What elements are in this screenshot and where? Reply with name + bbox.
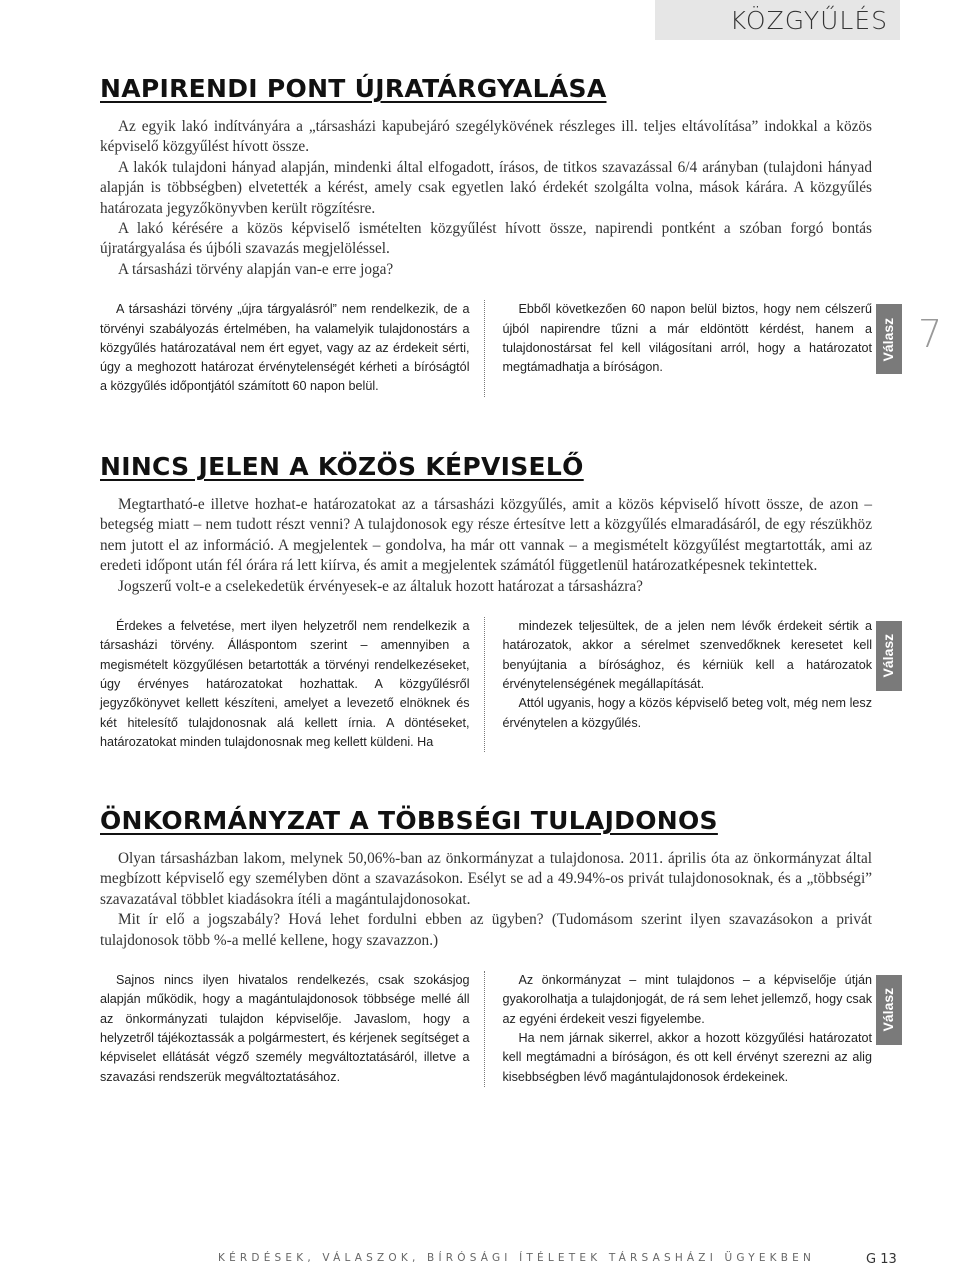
question-text <box>100 849 872 951</box>
answer-column-right <box>503 300 873 396</box>
answer-column-right <box>503 971 873 1087</box>
answer-column-left <box>100 617 480 752</box>
article-title: ÖNKORMÁNYZAT A TÖBBSÉGI TULAJDONOS <box>100 806 718 835</box>
valasz-tab <box>876 621 902 691</box>
answer-paragraph: A társasházi törvény „újra tárgyalásról” nem rendelkezik, de a törvényi szabályozás értelmében, ha valamelyik tulajdonostárs a közgyűlés határozatával nem ért egyet, vagy az az érdekeit sérti, úgy a meghozott határozat érvénytelenségét kérheti a bíróságtól a közgyűlés időpontjától számított 60 napon belül. <box>100 302 470 394</box>
column-divider <box>484 971 485 1087</box>
question-paragraph: A társasházi törvény alapján van-e erre joga? <box>118 260 394 278</box>
answer-column-left <box>100 300 480 396</box>
answer-paragraph: mindezek teljesültek, de a jelen nem lévők érdekeit sértik a határozatok, akkor a sérelmet szenvedőknek keresetet kell benyújtania a bírósághoz, és kérniük kell a határozatok érvénytelenségének megállapítását. <box>502 619 872 691</box>
article-3 <box>100 806 897 1087</box>
chapter-number: 7 <box>918 312 943 356</box>
answer-paragraph: Ha nem járnak sikerrel, akkor a hozott közgyűlési határozatot kell megtámadni a bíróságon, és ott kell érvényt szerezni az alig kisebbségben lévő magántulajdonosok érdekeinek. <box>502 1030 872 1084</box>
question-paragraph: Megtartható-e illetve hozhat-e határozatokat az a társasházi közgyűlés, amit a közös képviselő hívott össze, de azon – betegség miatt – nem tudott részt venni? A tulajdonosok egy része értesítve lett a közgyűlés elmaradásáról, de egy részükhöz nem jutott el az információ. A megjelentek – gondolva, ha már ott vannak – a megismételt közgyűlést megtartották, ami az eredeti időpont után fél órára rá lett kiírva, és amit a megjelentek számától függetlenül határozatképesnek tekintettek. <box>100 496 872 575</box>
article-2 <box>100 452 897 752</box>
column-divider <box>484 300 485 396</box>
question-paragraph: Mit ír elő a jogszabály? Hová lehet fordulni ebben az ügyben? (Tudomásom szerint ilyen szavazásokon a privát tulajdonosok több %-a mellé kellene, hogy szavazzon.) <box>100 911 872 949</box>
valasz-label: Válasz <box>880 317 897 362</box>
valasz-label: Válasz <box>880 634 897 678</box>
answer-column-right <box>503 617 873 752</box>
footer-text: KÉRDÉSEK, VÁLASZOK, BÍRÓSÁGI ÍTÉLETEK TÁRSASHÁZI ÜGYEKBEN <box>218 1252 816 1264</box>
answer-block <box>100 971 897 1087</box>
question-paragraph: A lakó kérésére a közös képviselő ismételten közgyűlést hívott össze, napirendi pontként a szóban forgó bontás újratárgyalása és újbóli szavazás megjelöléssel. <box>100 220 872 258</box>
valasz-label: Válasz <box>880 988 897 1032</box>
answer-paragraph: Az önkormányzat – mint tulajdonos – a képviselője útján gyakorolhatja a tulajdonjogát, de rá sem lehet jellemző, hogy csak az egyéni érdekeit veszi figyelembe. <box>502 973 872 1026</box>
question-text <box>100 495 872 597</box>
answer-paragraph: Ebből következően 60 napon belül biztos, hogy nem célszerű újból napirendre tűzni a már eldöntött kérdést, hanem a tulajdonostársat fel kell világosítani arról, hogy a határozatot megtámadhatja a bíróságon. <box>502 302 872 375</box>
valasz-tab <box>876 304 902 374</box>
answer-block <box>100 617 897 752</box>
answer-block <box>100 300 897 396</box>
section-header-title: KÖZGYŰLÉS <box>729 6 888 35</box>
question-paragraph: A lakók tulajdoni hányad alapján, mindenki által elfogadott, írásos, de titkos szavazással 6/4 arányban (tulajdoni hányad alapján is többségben) elvetették a kérést, amely csak egyetlen lakó érdekét szolgálta volna, mások kárára. A közgyűlés határozata jegyzőkönyvben került rögzítésre. <box>100 158 872 217</box>
article-1 <box>100 74 897 397</box>
answer-paragraph: Érdekes a felvetése, mert ilyen helyzetről nem rendelkezik a társasházi törvény. Álláspontom szerint – amennyiben a megismételt közgyűlésen betartották a törvényi rendelkezéseket, úgy érvényes határozatokat hozhattak. A közgyűlésről jegyzőkönyvet kellett készíteni, amelyet a levezető elnöknek és két hitelesítő tulajdonosnak alá kellett írnia. A döntéseket, határozatokat minden tulajdonosnak meg kellett küldeni. Ha <box>100 619 470 749</box>
column-divider <box>484 617 485 752</box>
article-title: NINCS JELEN A KÖZÖS KÉPVISELŐ <box>100 452 584 481</box>
question-paragraph: Jogszerű volt-e a cselekedetük érvényesek-e az általuk hozott határozat a társasházra? <box>118 577 643 595</box>
answer-paragraph: Attól ugyanis, hogy a közös képviselő beteg volt, még nem lesz érvénytelen a közgyűlés. <box>502 696 872 730</box>
article-title: NAPIRENDI PONT ÚJRATÁRGYALÁSA <box>100 74 607 103</box>
answer-column-left <box>100 971 480 1087</box>
question-text <box>100 117 872 280</box>
answer-paragraph: Sajnos nincs ilyen hivatalos rendelkezés, csak szokásjog alapján működik, hogy a magántulajdonosok többsége mellé áll az önkormányzati tulajdon képviselője. Javaslom, hogy a helyzetről tájékoztassák a polgármestert, és kérjenek segítséget a képviselet ellátását végző személy megváltoztatásáról, illetve a szavazási rendszerük megváltoztatásához. <box>100 973 470 1084</box>
question-paragraph: Az egyik lakó indítványára a „társasházi kapubejáró szegélykövének részleges ill. teljes eltávolítása” indokkal a közös képviselő közgyűlést hívott össze. <box>100 118 872 156</box>
question-paragraph: Olyan társasházban lakom, melynek 50,06%-ban az önkormányzat a tulajdonosa. 2011. április óta az önkormányzat által megbízott képviselő egy személyben dönt a szavazásokon. Esélyt se ad a 49.94%-os privát tulajdonosoknak, és a „többségi” szavazatával többlet kiadásokra ítéli a magántulajdonosokat. <box>100 850 872 908</box>
valasz-tab <box>876 975 902 1045</box>
page-number: G 13 <box>866 1252 897 1267</box>
header-bar <box>655 0 900 40</box>
